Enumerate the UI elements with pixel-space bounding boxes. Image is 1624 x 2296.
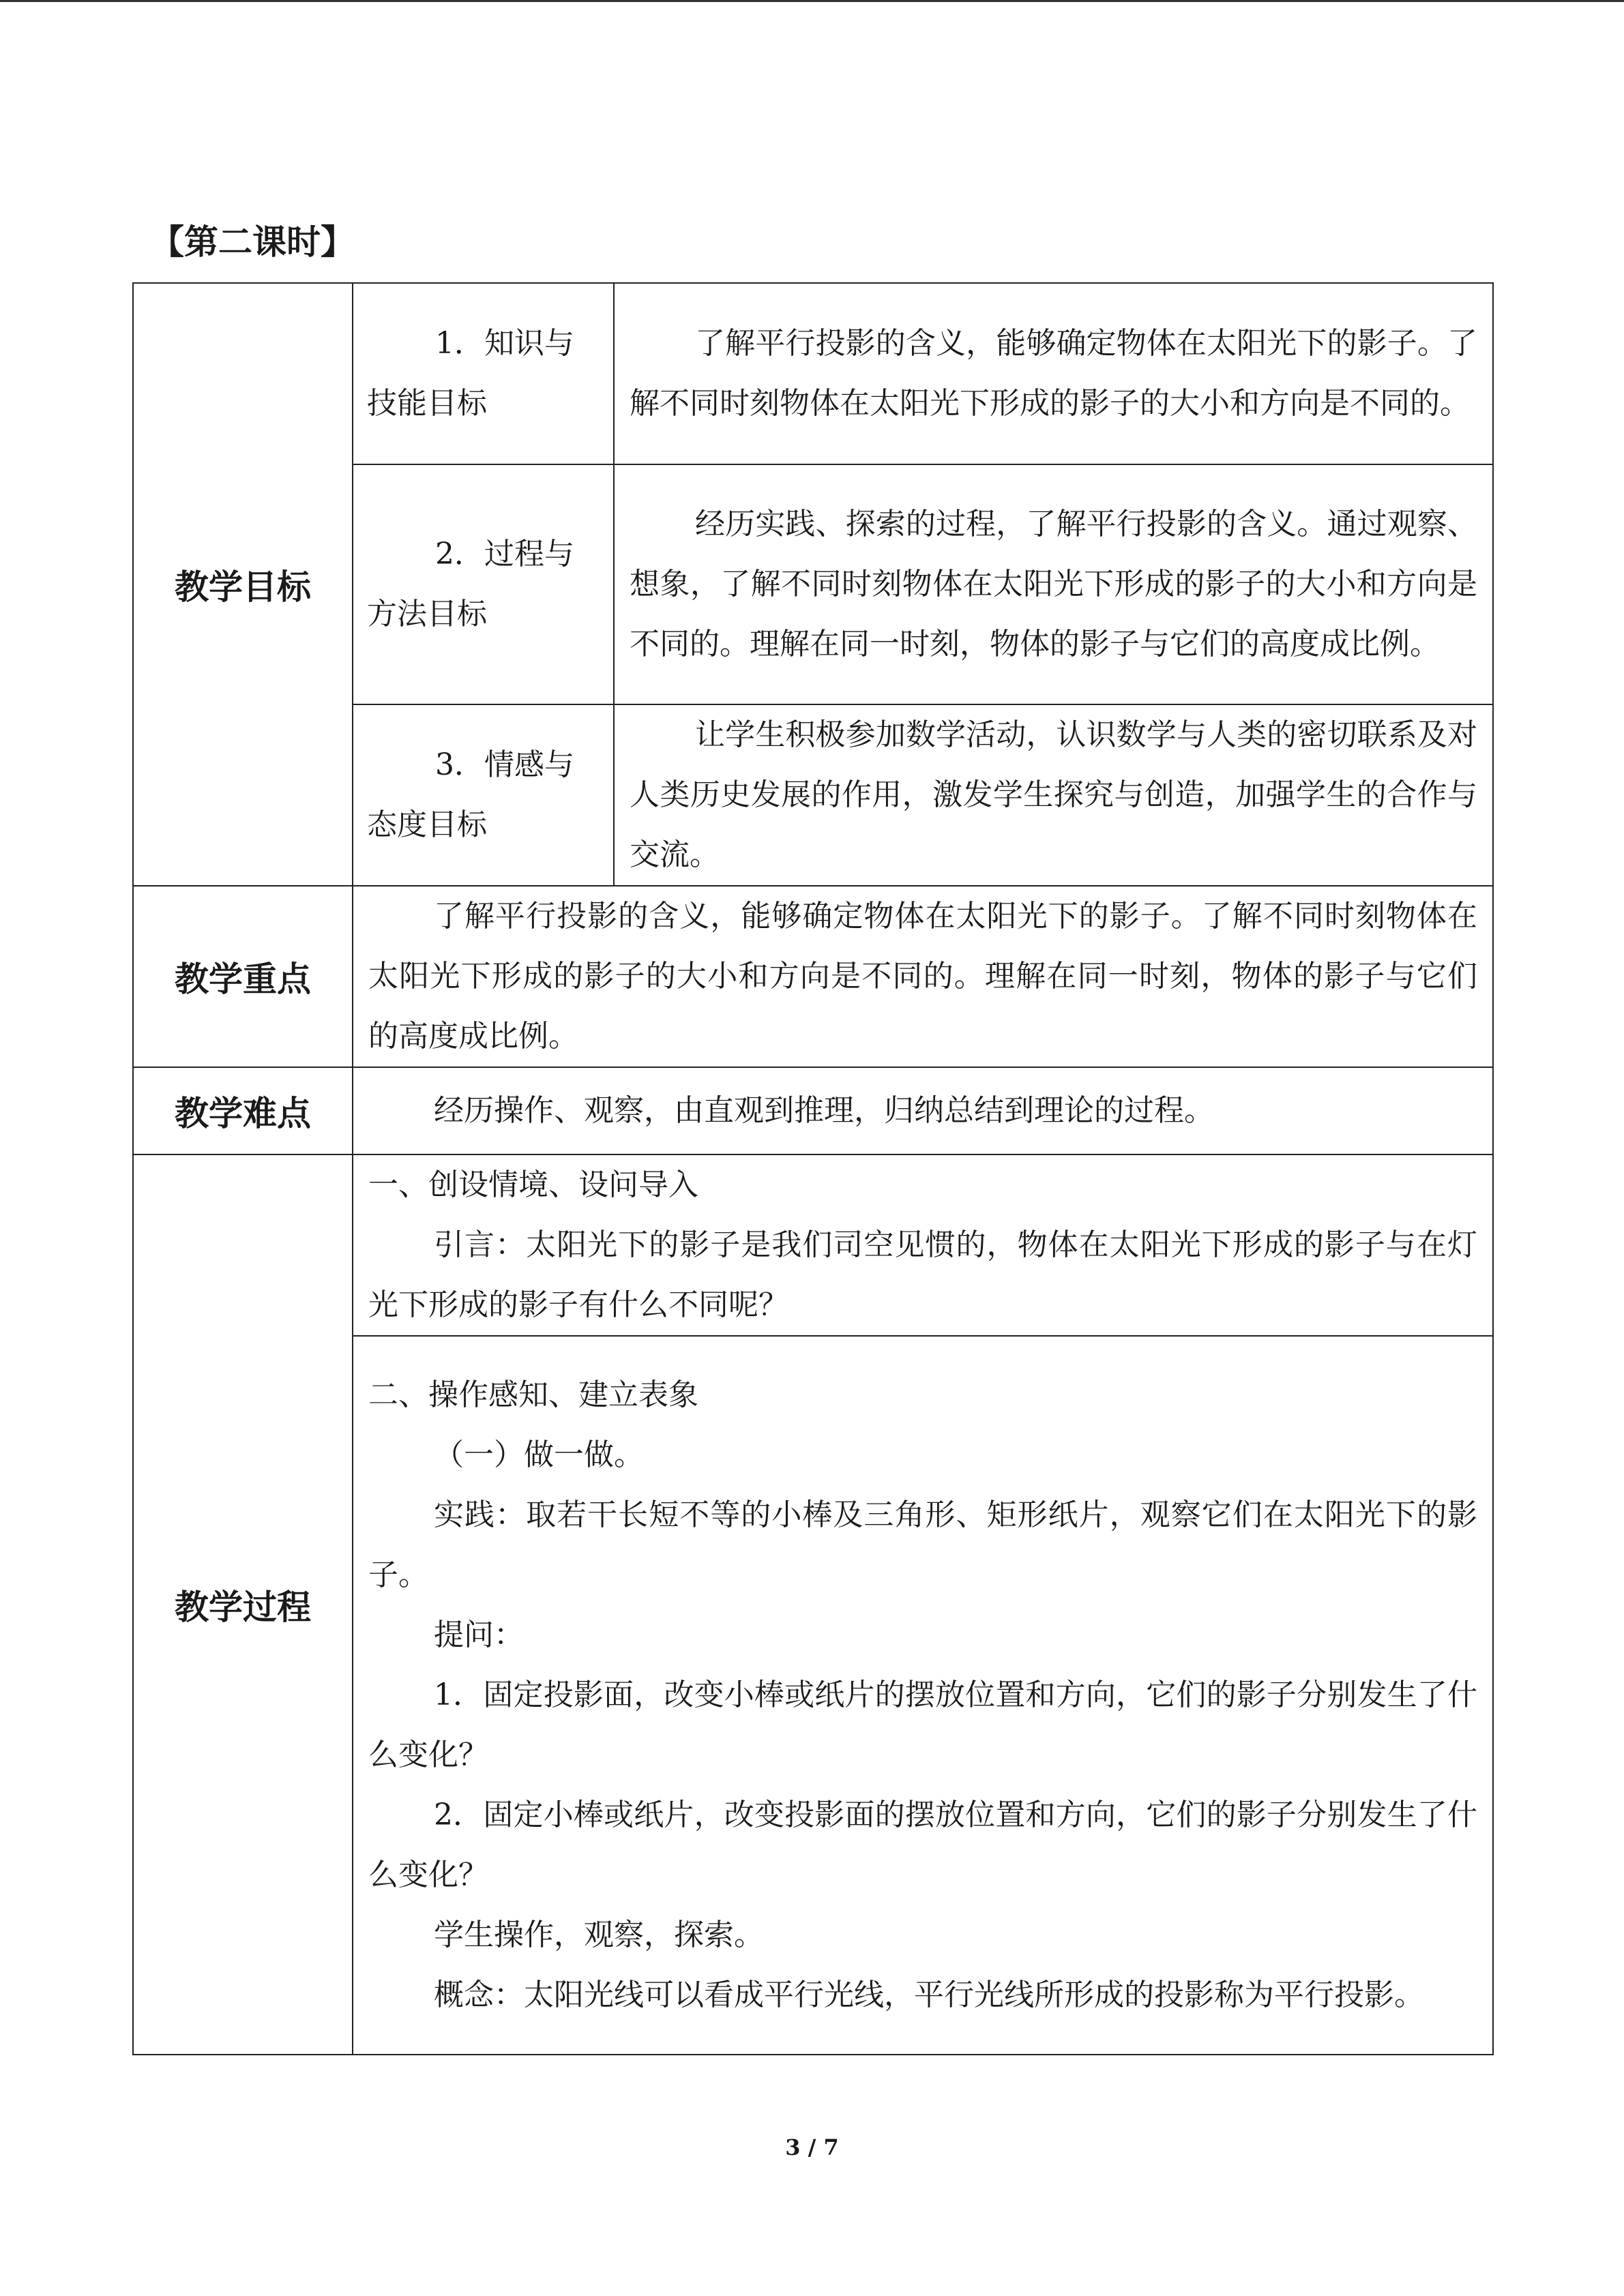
process-part2-sub: （一）做一做。: [434, 1437, 644, 1472]
process-header: 教学过程: [133, 1154, 353, 2055]
objective-label-1-line2: 技能目标: [367, 386, 487, 421]
key-points-header: 教学重点: [133, 886, 353, 1067]
objective-label-2-line2: 方法目标: [367, 597, 487, 631]
objectives-header: 教学目标: [133, 283, 353, 886]
difficulties-row: [133, 1067, 1493, 1154]
process-part1-heading: 一、创设情境、设问导入: [368, 1167, 698, 1202]
process-part2-heading: 二、操作感知、建立表象: [368, 1377, 698, 1412]
process-part1-row: [133, 1154, 1493, 1336]
lesson-plan-table: [132, 282, 1494, 2055]
key-points-row: [133, 886, 1493, 1067]
process-part2-q2: 2．固定小棒或纸片，改变投影面的摆放位置和方向，它们的影子分别发生了什么变化？: [368, 1798, 1477, 1892]
objective-label-1-line1: 1．知识与: [435, 326, 574, 361]
top-border-line: [0, 0, 1624, 2]
page-number: 3 / 7: [785, 2134, 839, 2160]
difficulties-header: 教学难点: [133, 1067, 353, 1154]
process-part2-activity: 学生操作，观察，探索。: [434, 1918, 764, 1952]
process-part2: [353, 1336, 1493, 2055]
process-part2-practice: 实践：取若干长短不等的小棒及三角形、矩形纸片，观察它们在太阳光下的影子。: [368, 1497, 1477, 1592]
objective-label-1: [353, 283, 614, 464]
process-part2-q1: 1．固定投影面，改变小棒或纸片的摆放位置和方向，它们的影子分别发生了什么变化？: [368, 1678, 1477, 1772]
difficulties-content: 经历操作、观察，由直观到推理，归纳总结到理论的过程。: [353, 1067, 1493, 1154]
process-part2-question-label: 提问：: [434, 1617, 524, 1652]
objective-label-3-line2: 态度目标: [367, 807, 487, 842]
objective-label-3-line1: 3．情感与: [435, 747, 574, 782]
objective-content-1: 了解平行投影的含义，能够确定物体在太阳光下的影子。了解不同时刻物体在太阳光下形成的影子的大小和方向是不同的。: [614, 283, 1493, 464]
key-points-content: 了解平行投影的含义，能够确定物体在太阳光下的影子。了解不同时刻物体在太阳光下形成的影子的大小和方向是不同的。理解在同一时刻，物体的影子与它们的高度成比例。: [353, 886, 1493, 1067]
process-part2-concept: 概念：太阳光线可以看成平行光线，平行光线所形成的投影称为平行投影。: [434, 1978, 1424, 2012]
objective-content-2: 经历实践、探索的过程，了解平行投影的含义。通过观察、想象，了解不同时刻物体在太阳光下形成的影子的大小和方向是不同的。理解在同一时刻，物体的影子与它们的高度成比例。: [614, 464, 1493, 704]
objective-row-1: [133, 283, 1493, 464]
section-title: 【第二课时】: [150, 222, 355, 262]
objective-label-2: [353, 464, 614, 704]
objective-label-2-line1: 2．过程与: [435, 537, 574, 571]
objective-label-3: [353, 704, 614, 886]
process-part1-intro: 引言：太阳光下的影子是我们司空见惯的，物体在太阳光下形成的影子与在灯光下形成的影子有什么不同呢？: [368, 1227, 1477, 1322]
objective-content-3: 让学生积极参加数学活动，认识数学与人类的密切联系及对人类历史发展的作用，激发学生探究与创造，加强学生的合作与交流。: [614, 704, 1493, 886]
process-part1: [353, 1154, 1493, 1336]
